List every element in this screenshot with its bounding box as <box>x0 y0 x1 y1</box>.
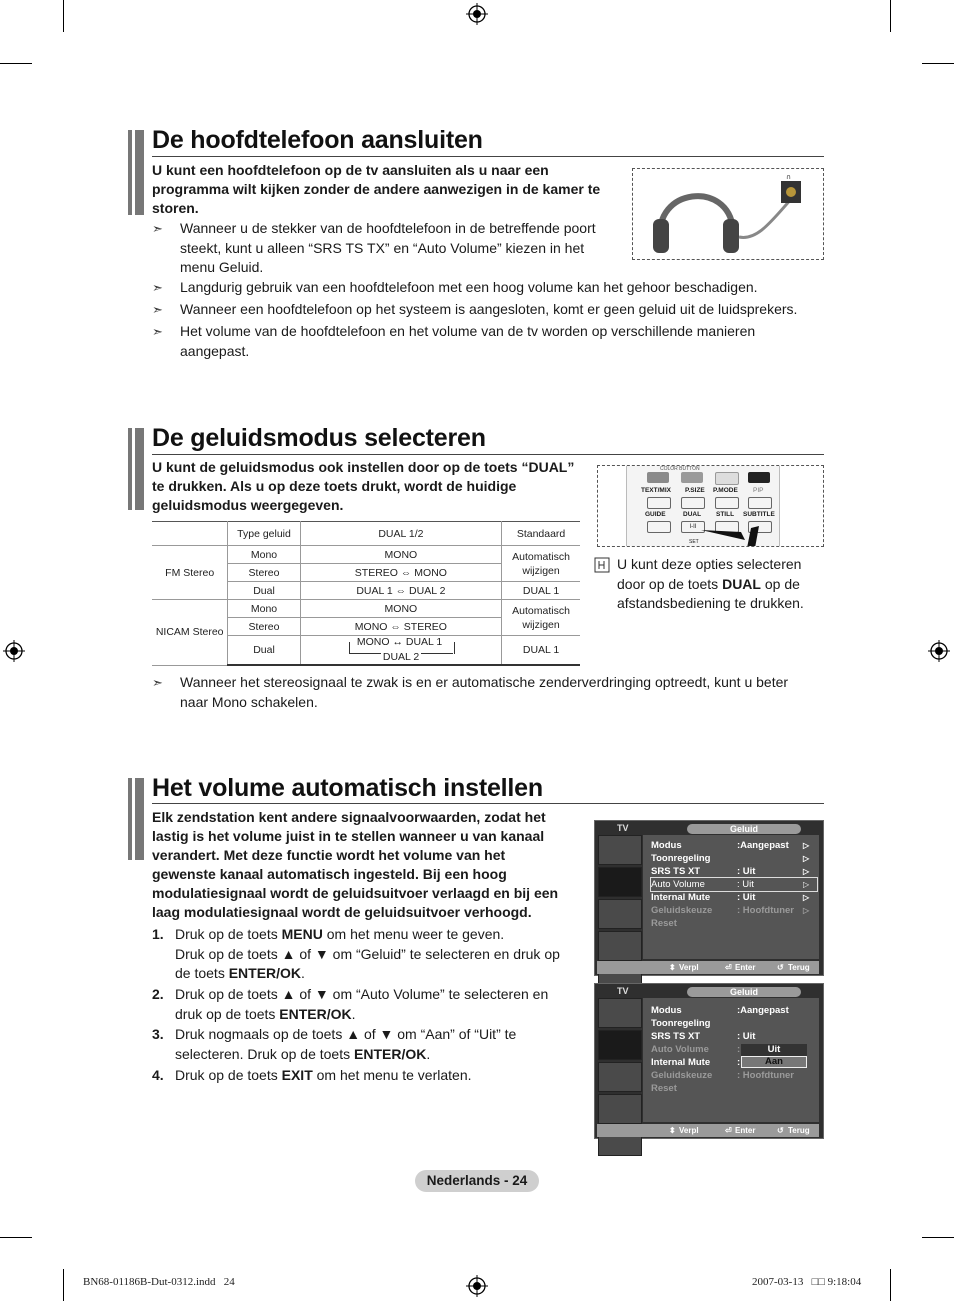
registration-mark-icon <box>466 3 488 25</box>
remote-key <box>647 497 671 509</box>
table-header: DUAL 1/2 <box>300 522 501 546</box>
crop-mark <box>890 0 891 32</box>
note-item: ➣ Wanneer een hoofdtelefoon op het systeem is aangesloten, komt er geen geluid uit de luidsprekers. <box>152 300 822 320</box>
remote-key <box>748 497 772 509</box>
remote-label: SET <box>689 539 699 545</box>
note-item: ➣ Langdurig gebruik van een hoofdtelefoon met een hoog volume kan het gehoor beschadigen. <box>152 278 822 298</box>
step-item: 4. Druk op de toets EXIT om het menu te verlaten. <box>152 1066 582 1086</box>
move-icon: ⬍ <box>669 963 676 972</box>
menu-row-srs[interactable]: SRS TS XT : Uit <box>651 1031 756 1042</box>
section-marker <box>128 130 144 215</box>
remote-panel <box>626 466 780 547</box>
menu-row-auto-volume[interactable]: Auto Volume : Uit ▷ <box>651 878 817 891</box>
table-cell: MONO <box>300 600 501 618</box>
menu-row-toonregeling[interactable]: Toonregeling ▷ <box>651 853 810 864</box>
headphone-illustration <box>632 168 824 260</box>
option-aan[interactable]: Aan <box>741 1056 807 1068</box>
title-rule <box>152 156 824 157</box>
crop-mark <box>890 1269 891 1301</box>
table-cell: DUAL 1 <box>502 582 580 600</box>
menu-row-modus[interactable]: Modus :Aangepast ▷ <box>651 840 810 851</box>
arrow-note-icon: ➣ <box>152 302 163 317</box>
menu-row-toonregeling[interactable]: Toonregeling <box>651 1018 711 1029</box>
page-number-badge: Nederlands - 24 <box>415 1170 539 1192</box>
step-item: 1. Druk op de toets MENU om het menu weer te geven. Druk op de toets ▲ of ▼ om “Geluid” te selecteren en druk op de toets ENTER/OK. <box>152 925 582 985</box>
table-cell: Mono <box>228 546 300 564</box>
section-marker <box>128 428 144 510</box>
title-rule <box>152 803 824 804</box>
step-item: 2. Druk op de toets ▲ of ▼ om “Auto Volume” te selecteren en druk op de toets ENTER/OK. <box>152 985 582 1025</box>
menu-footer: ⬍ Verpl ⏎ Enter ↺ Terug <box>597 1124 819 1137</box>
crop-mark <box>0 1237 32 1238</box>
registration-mark-icon <box>3 640 25 662</box>
arrow-note-icon: ➣ <box>152 675 163 690</box>
table-group-label: FM Stereo <box>152 546 228 600</box>
note-item: ➣ Wanneer u de stekker van de hoofdtelefoon in de betreffende poort steekt, kunt u alleen “SRS TS TX” en “Auto Volume” kiezen in het menu Geluid. <box>152 220 596 275</box>
note-item: ➣ Wanneer het stereosignaal te zwak is en er automatische zenderverdringing optreedt, kunt u beter naar Mono schakelen. <box>152 674 789 710</box>
arrow-note-icon: ➣ <box>152 280 163 295</box>
table-header <box>152 522 228 546</box>
menu-row-geluidskeuze[interactable]: Geluidskeuze : Hoofdtuner <box>651 1070 794 1081</box>
crop-mark <box>63 1269 64 1301</box>
crop-mark <box>63 0 64 32</box>
table-cell: DUAL 1 ⇔ DUAL 2 <box>300 582 501 600</box>
section-intro: U kunt de geluidsmodus ook instellen door op de toets “DUAL” te drukken. Als u op deze toets drukt, wordt de huidige geluidsmodus weergegeven. <box>152 459 575 513</box>
table-header: Standaard <box>502 522 580 546</box>
title-rule <box>152 454 824 455</box>
crop-mark <box>922 63 954 64</box>
section-title-auto-volume: Het volume automatisch instellen <box>152 774 543 802</box>
table-cell: Stereo <box>228 564 300 582</box>
print-slug-left: BN68-01186B-Dut-0312.indd 24 <box>83 1276 235 1288</box>
side-note: U kunt deze opties selecteren door op de toets DUAL op de afstandsbediening te drukken. <box>617 556 804 611</box>
remote-label: DUAL <box>683 511 702 518</box>
menu-panel <box>643 998 819 1122</box>
remote-label: TEXT/MIX <box>641 487 671 494</box>
step-text: Druk op de toets ▲ of ▼ om “Auto Volume” te selecteren en druk op de toets ENTER/OK. <box>175 986 549 1022</box>
setup-icon <box>598 1094 642 1124</box>
print-slug-right: 2007-03-13 □□ 9:18:04 <box>752 1276 862 1288</box>
table-cell: MONO ⇔ STEREO <box>300 618 501 636</box>
table-group-label: NICAM Stereo <box>152 600 228 666</box>
table-cell: Mono <box>228 600 300 618</box>
section-title-sound-mode: De geluidsmodus selecteren <box>152 424 486 452</box>
setup-icon <box>598 931 642 961</box>
loop-diagram: MONO ↔ DUAL 1 DUAL 2 <box>349 636 453 664</box>
registration-mark-icon <box>928 640 950 662</box>
table-cell: STEREO ⇔ MONO <box>300 564 501 582</box>
sound-mode-table <box>152 521 580 666</box>
enter-icon: ⏎ <box>725 1126 732 1135</box>
remote-control-illustration <box>597 465 824 547</box>
step-text: Druk op de toets MENU om het menu weer te geven. Druk op de toets ▲ of ▼ om “Geluid” te selecteren en druk op de toets ENTER/OK. <box>175 926 560 981</box>
remote-key <box>647 521 671 533</box>
picture-icon <box>598 835 642 865</box>
remote-blue-key <box>748 472 770 483</box>
remote-yellow-key <box>715 472 739 485</box>
section-intro: U kunt een hoofdtelefoon op de tv aansluiten als u naar een programma wilt kijken zonder de andere aanwezigen in de kamer te storen. <box>152 162 601 216</box>
menu-footer: ⬍ Verpl ⏎ Enter ↺ Terug <box>597 961 819 974</box>
step-text: Druk op de toets EXIT om het menu te verlaten. <box>175 1067 472 1083</box>
menu-row-reset[interactable]: Reset <box>651 918 677 929</box>
table-cell: MONO <box>300 546 501 564</box>
picture-icon <box>598 998 642 1028</box>
arrow-note-icon: ➣ <box>152 324 163 339</box>
menu-row-reset[interactable]: Reset <box>651 1083 677 1094</box>
table-cell: Automatisch wijzigen <box>502 546 580 582</box>
table-cell-loop <box>300 636 501 666</box>
table-header: Type geluid <box>228 522 300 546</box>
menu-tab-geluid: Geluid <box>687 987 801 997</box>
return-icon: ↺ <box>777 963 784 972</box>
menu-row-srs[interactable]: SRS TS XT : Uit ▷ <box>651 866 810 877</box>
remote-red-key <box>647 472 669 483</box>
remote-key <box>681 497 705 509</box>
menu-panel <box>643 835 819 959</box>
remote-label: SUBTITLE <box>743 511 775 518</box>
registration-mark-icon <box>466 1275 488 1297</box>
crop-mark <box>0 63 32 64</box>
tv-menu-sound-2: TV Geluid Modus :Aangepast Toonregeling SRS TS XT : Uit Auto Volume : Internal Mute : Geluidskeuze : Hoofdtuner Reset Uit Aan ⬍ Verpl ⏎ Enter ↺ Terug <box>594 983 824 1139</box>
return-icon: ↺ <box>777 1126 784 1135</box>
remote-label: GUIDE <box>645 511 666 518</box>
step-item: 3. Druk nogmaals op de toets ▲ of ▼ om “Aan” of “Uit” te selecteren. Druk op de toets ENTER/OK. <box>152 1025 582 1065</box>
menu-row-internal-mute[interactable]: Internal Mute : Uit ▷ <box>651 892 810 903</box>
memo-note-icon <box>594 557 610 573</box>
remote-label: PIP <box>753 487 764 494</box>
remote-label: P.MODE <box>713 487 738 494</box>
step-text: Druk nogmaals op de toets ▲ of ▼ om “Aan” of “Uit” te selecteren. Druk op de toets ENTER/OK. <box>175 1026 517 1062</box>
menu-row-internal-mute[interactable]: Internal Mute : <box>651 1057 741 1068</box>
crop-mark <box>922 1237 954 1238</box>
sound-icon <box>598 1030 642 1060</box>
sound-icon <box>598 867 642 897</box>
section-title-headphones: De hoofdtelefoon aansluiten <box>152 126 483 154</box>
menu-row-geluidskeuze[interactable]: Geluidskeuze : Hoofdtuner ▷ <box>651 905 810 916</box>
channel-icon <box>598 1062 642 1092</box>
headphones-icon <box>633 169 823 259</box>
section-intro: Elk zendstation kent andere signaalvoorwaarden, zodat het lastig is het volume juist in te stellen wanneer u van kanaal verandert. Met deze functie wordt het volume van het gewenste kanaal automatisch ingesteld. Bij een hoog modulatiesignaal wordt de geluidsuitvoer verlaagd en bij een laag modulatiesignaal wordt de geluidsuitvoer verhoogd. <box>152 809 559 920</box>
option-uit[interactable]: Uit <box>741 1044 807 1056</box>
note-item: ➣ Het volume van de hoofdtelefoon en het volume van de tv worden op verschillende manieren aangepast. <box>152 323 756 359</box>
table-cell: Dual <box>228 582 300 600</box>
remote-label: P.SIZE <box>685 487 705 494</box>
remote-label: STILL <box>716 511 735 518</box>
remote-green-key <box>681 472 703 483</box>
table-cell: DUAL 1 <box>502 636 580 666</box>
tv-menu-sound-1: TV Geluid Modus :Aangepast ▷ Toonregeling ▷ SRS TS XT : Uit ▷ Auto Volume : Uit ▷ Internal Mute : Uit ▷ Geluidskeuze : Hoofdtuner ▷ Reset ⬍ Verpl ⏎ Enter ↺ Terug <box>594 820 824 976</box>
pointing-hand-icon <box>701 518 781 547</box>
table-cell: Automatisch wijzigen <box>502 600 580 636</box>
menu-row-modus[interactable]: Modus :Aangepast <box>651 1005 789 1016</box>
remote-dual-key: I-II <box>681 521 705 533</box>
remote-key <box>715 497 739 509</box>
menu-tab-geluid: Geluid <box>687 824 801 834</box>
arrow-note-icon: ➣ <box>152 221 163 236</box>
move-icon: ⬍ <box>669 1126 676 1135</box>
enter-icon: ⏎ <box>725 963 732 972</box>
remote-label: COLOR BUTTON <box>660 466 700 472</box>
section-marker <box>128 778 144 860</box>
menu-row-auto-volume[interactable]: Auto Volume : <box>651 1044 741 1055</box>
table-cell: Dual <box>228 636 300 666</box>
svg-text:∩: ∩ <box>786 173 792 181</box>
channel-icon <box>598 899 642 929</box>
table-cell: Stereo <box>228 618 300 636</box>
